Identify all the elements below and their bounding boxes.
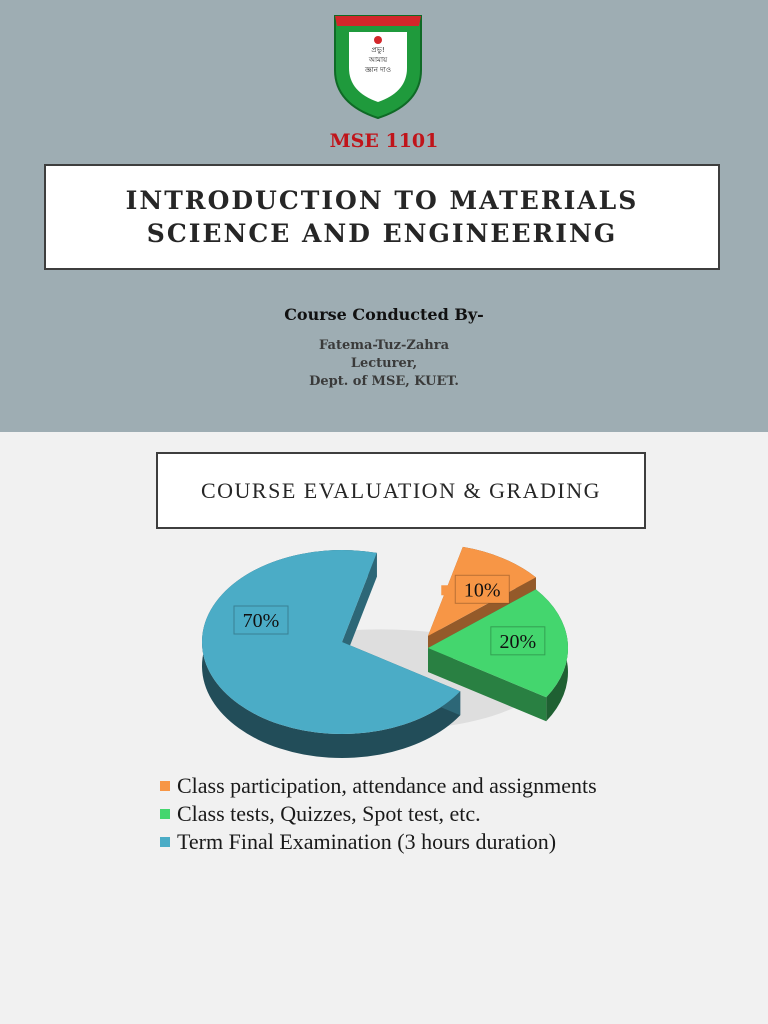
instructor-name: Fatema-Tuz-Zahra: [319, 338, 449, 353]
legend-swatch: [160, 781, 170, 791]
svg-text:10%: 10%: [463, 579, 501, 602]
legend-swatch: [160, 809, 170, 819]
legend-label: Class tests, Quizzes, Spot test, etc.: [177, 801, 481, 826]
svg-text:70%: 70%: [242, 610, 280, 632]
course-title-line-2: SCIENCE AND ENGINEERING: [146, 219, 618, 248]
logo-text-1: প্রভু!: [371, 46, 385, 54]
course-code: MSE 1101: [329, 130, 439, 152]
title-slide: [0, 0, 768, 432]
logo-text-2: আমায়: [368, 56, 388, 64]
instructor-info: [0, 337, 768, 391]
legend-label: Class participation, attendance and assignments: [177, 773, 597, 798]
svg-text:20%: 20%: [499, 630, 537, 653]
course-title-line-1: INTRODUCTION TO MATERIALS: [125, 186, 639, 215]
logo-text-3: জ্ঞান দাও: [365, 66, 391, 74]
legend-item: [160, 800, 597, 828]
conducted-by-heading: Course Conducted By-: [284, 305, 484, 324]
grading-pie-chart: [200, 532, 600, 772]
legend-item: [160, 828, 597, 856]
evaluation-slide: [0, 432, 768, 866]
instructor-dept: Dept. of MSE, KUET.: [309, 374, 459, 389]
legend-item: [160, 772, 597, 800]
instructor-title: Lecturer,: [350, 356, 418, 371]
chart-legend: [160, 772, 597, 856]
kuet-logo: [331, 12, 425, 120]
course-title-box: [44, 164, 720, 270]
legend-label: Term Final Examination (3 hours duration): [177, 829, 557, 854]
legend-swatch: [160, 837, 170, 847]
evaluation-title: COURSE EVALUATION & GRADING: [200, 477, 602, 503]
evaluation-title-box: [156, 452, 646, 529]
